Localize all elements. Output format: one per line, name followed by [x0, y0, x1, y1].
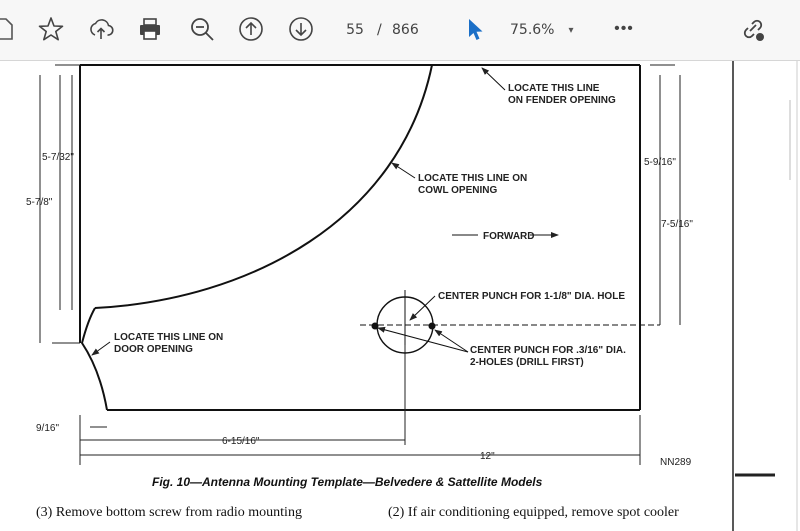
zoom-value: 75.6% — [510, 22, 555, 38]
dim-right-inner: 5-9/16" — [644, 157, 676, 168]
label-punch-small-line2: 2-HOLES (DRILL FIRST) — [470, 357, 584, 368]
dim-bottom-small: 9/16" — [36, 423, 60, 434]
figure-code: NN289 — [660, 457, 692, 468]
star-icon[interactable] — [34, 12, 68, 46]
pdf-toolbar — [0, 0, 800, 61]
label-punch-large: CENTER PUNCH FOR 1-1/8" DIA. HOLE — [438, 291, 625, 302]
label-door-line1: LOCATE THIS LINE ON — [114, 332, 224, 343]
dim-left-outer: 5-7/8" — [26, 197, 53, 208]
body-text-right: (2) If air conditioning equipped, remove spot cooler — [388, 505, 679, 520]
figure-caption: Fig. 10—Antenna Mounting Template—Belvedere & Sattellite Models — [152, 475, 543, 489]
zoom-out-icon[interactable] — [185, 12, 219, 46]
upload-icon[interactable] — [84, 12, 118, 46]
label-door-line2: DOOR OPENING — [114, 344, 193, 355]
share-link-icon[interactable] — [736, 12, 770, 46]
dim-right-outer: 7-5/16" — [661, 219, 693, 230]
zoom-select[interactable] — [510, 17, 586, 43]
label-forward: FORWARD — [483, 231, 535, 242]
label-punch-small-line1: CENTER PUNCH FOR .3/16" DIA. — [470, 345, 626, 356]
body-text-left: (3) Remove bottom screw from radio mounting — [36, 505, 302, 520]
label-fender-line1: LOCATE THIS LINE — [508, 83, 600, 94]
dim-bottom-full: 12" — [480, 451, 495, 462]
pdf-page — [0, 61, 800, 531]
select-pointer-icon[interactable] — [457, 12, 491, 46]
file-icon[interactable] — [0, 12, 20, 46]
antenna-template-figure — [0, 61, 800, 531]
label-cowl-line1: LOCATE THIS LINE ON — [418, 173, 528, 184]
page-number-input[interactable]: 55 — [346, 22, 364, 38]
label-fender-line2: ON FENDER OPENING — [508, 95, 616, 106]
chevron-down-icon: ▾ — [568, 24, 574, 36]
page-total: 866 — [392, 22, 419, 38]
dim-left-inner: 5-7/32" — [42, 152, 74, 163]
more-icon[interactable]: ••• — [614, 20, 634, 37]
label-cowl-line2: COWL OPENING — [418, 185, 498, 196]
print-icon[interactable] — [133, 12, 167, 46]
dim-bottom-mid: 6-15/16" — [222, 436, 260, 447]
page-separator: / — [377, 22, 382, 38]
page-up-icon[interactable] — [234, 12, 268, 46]
page-down-icon[interactable] — [284, 12, 318, 46]
